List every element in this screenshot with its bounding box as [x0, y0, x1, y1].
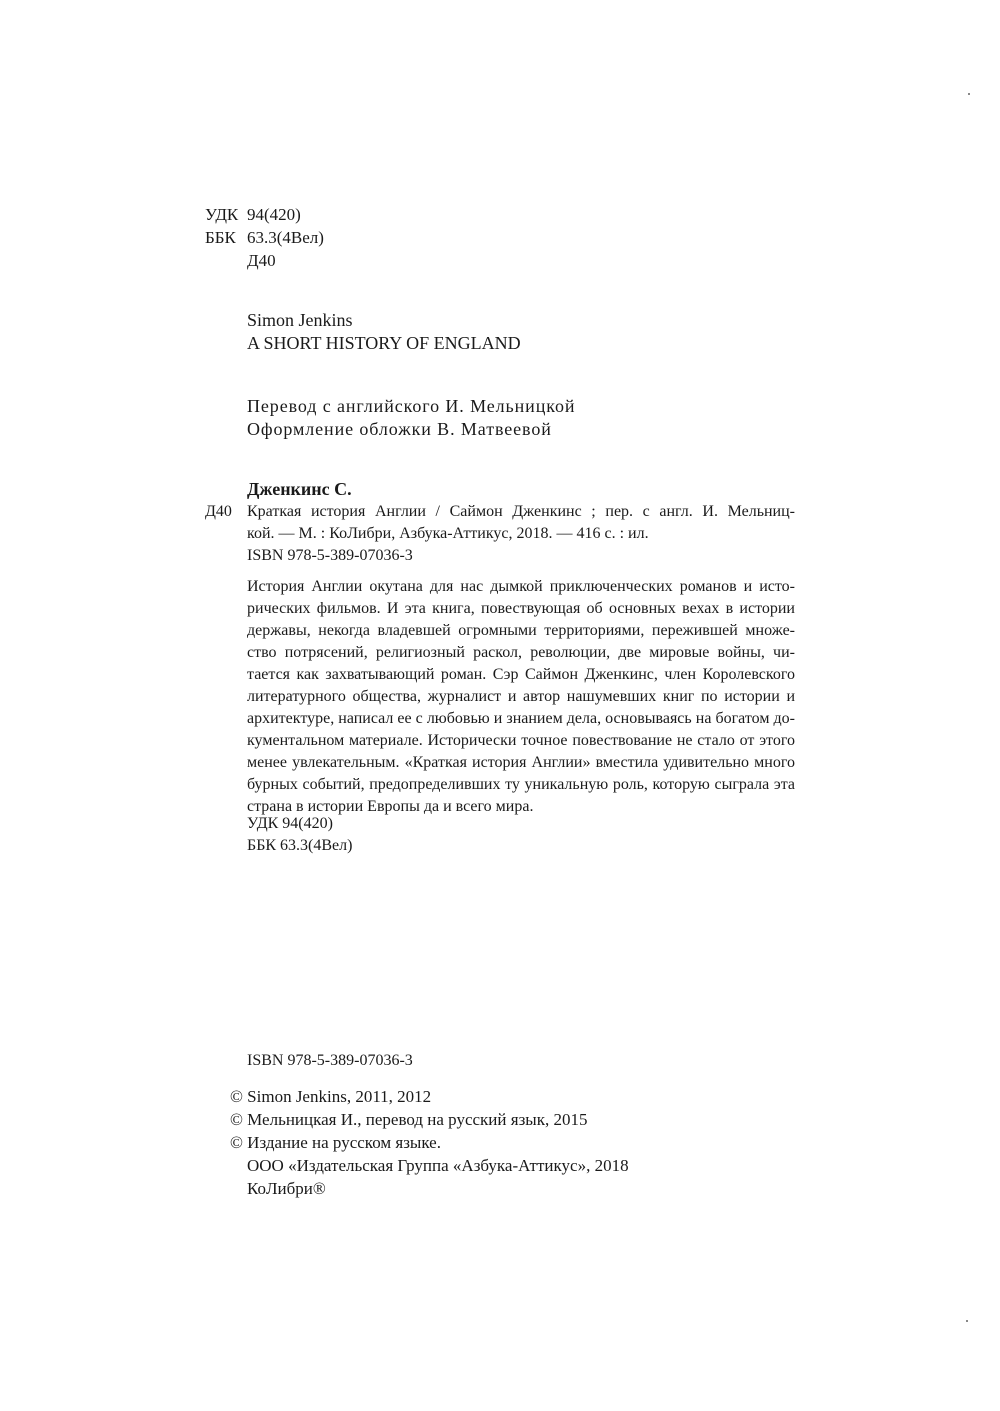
copyright-line: ООО «Издательская Группа «Азбука-Аттикус», 2018 — [247, 1156, 629, 1175]
cover-credit: Оформление обложки В. Матвеевой — [247, 419, 552, 439]
scan-mark — [968, 93, 970, 95]
annotation-line: державы, некогда владевшей огромными территориями, пережившей множе- — [247, 622, 795, 639]
annotation-line: История Англии окутана для нас дымкой приключенческих романов и исто- — [247, 578, 795, 595]
annotation-line: рических фильмов. И эта книга, повествующая об основных вехах в истории — [247, 600, 795, 617]
annotation-line: кументальном материале. Исторически точное повествование не стало от этого — [247, 732, 795, 749]
annotation — [247, 576, 795, 818]
bbk-line — [205, 227, 324, 249]
annotation-line: страна в истории Европы да и всего мира. — [247, 798, 534, 815]
bbk-repeat: ББК 63.3(4Вел) — [247, 837, 353, 854]
udk-value: 94(420) — [247, 205, 301, 224]
annotation-line: бурных событий, предопределивших ту уникальную роль, которую сыграла эта — [247, 776, 795, 793]
copyright-line: © Simon Jenkins, 2011, 2012 — [230, 1087, 432, 1106]
annotation-line: ство потрясений, религиозный раскол, революции, две мировые войны, чи- — [247, 644, 795, 661]
annotation-line: литературного общества, журналист и автор нашумевших книг по истории и — [247, 688, 795, 705]
catalog-description — [247, 501, 795, 567]
translation-credit: Перевод с английского И. Мельницкой — [247, 396, 576, 416]
catalog-line: Краткая история Англии / Саймон Дженкинс ; пер. с англ. И. Мельниц- — [247, 503, 795, 520]
bbk-label: ББК — [205, 228, 236, 247]
scan-mark — [966, 1320, 968, 1322]
copyright-line: КоЛибри® — [247, 1179, 326, 1198]
bbk-value: 63.3(4Вел) — [247, 228, 324, 247]
original-title: A SHORT HISTORY OF ENGLAND — [247, 333, 521, 353]
catalog-mark: Д40 — [205, 503, 232, 520]
author-mark: Д40 — [247, 251, 276, 270]
copyright-line: © Издание на русском языке. — [230, 1133, 441, 1152]
udk-label: УДК — [205, 205, 239, 224]
catalog-author-heading: Дженкинс С. — [247, 479, 352, 499]
isbn: ISBN 978-5-389-07036-3 — [247, 1052, 413, 1069]
annotation-line: тается как захватывающий роман. Сэр Саймон Дженкинс, член Королевского — [247, 666, 795, 683]
udk-line — [205, 204, 301, 226]
original-author: Simon Jenkins — [247, 310, 353, 330]
udk-repeat: УДК 94(420) — [247, 815, 333, 832]
copyright-line: © Мельницкая И., перевод на русский язык, 2015 — [230, 1110, 588, 1129]
catalog-line: кой. — М. : КоЛибри, Азбука-Аттикус, 2018. — 416 с. : ил. — [247, 525, 649, 542]
catalog-isbn: ISBN 978-5-389-07036-3 — [247, 547, 413, 564]
annotation-line: архитектуре, написал ее с любовью и знанием дела, основываясь на богатом до- — [247, 710, 795, 727]
annotation-line: менее увлекательным. «Краткая история Англии» вместила удивительно много — [247, 754, 795, 771]
